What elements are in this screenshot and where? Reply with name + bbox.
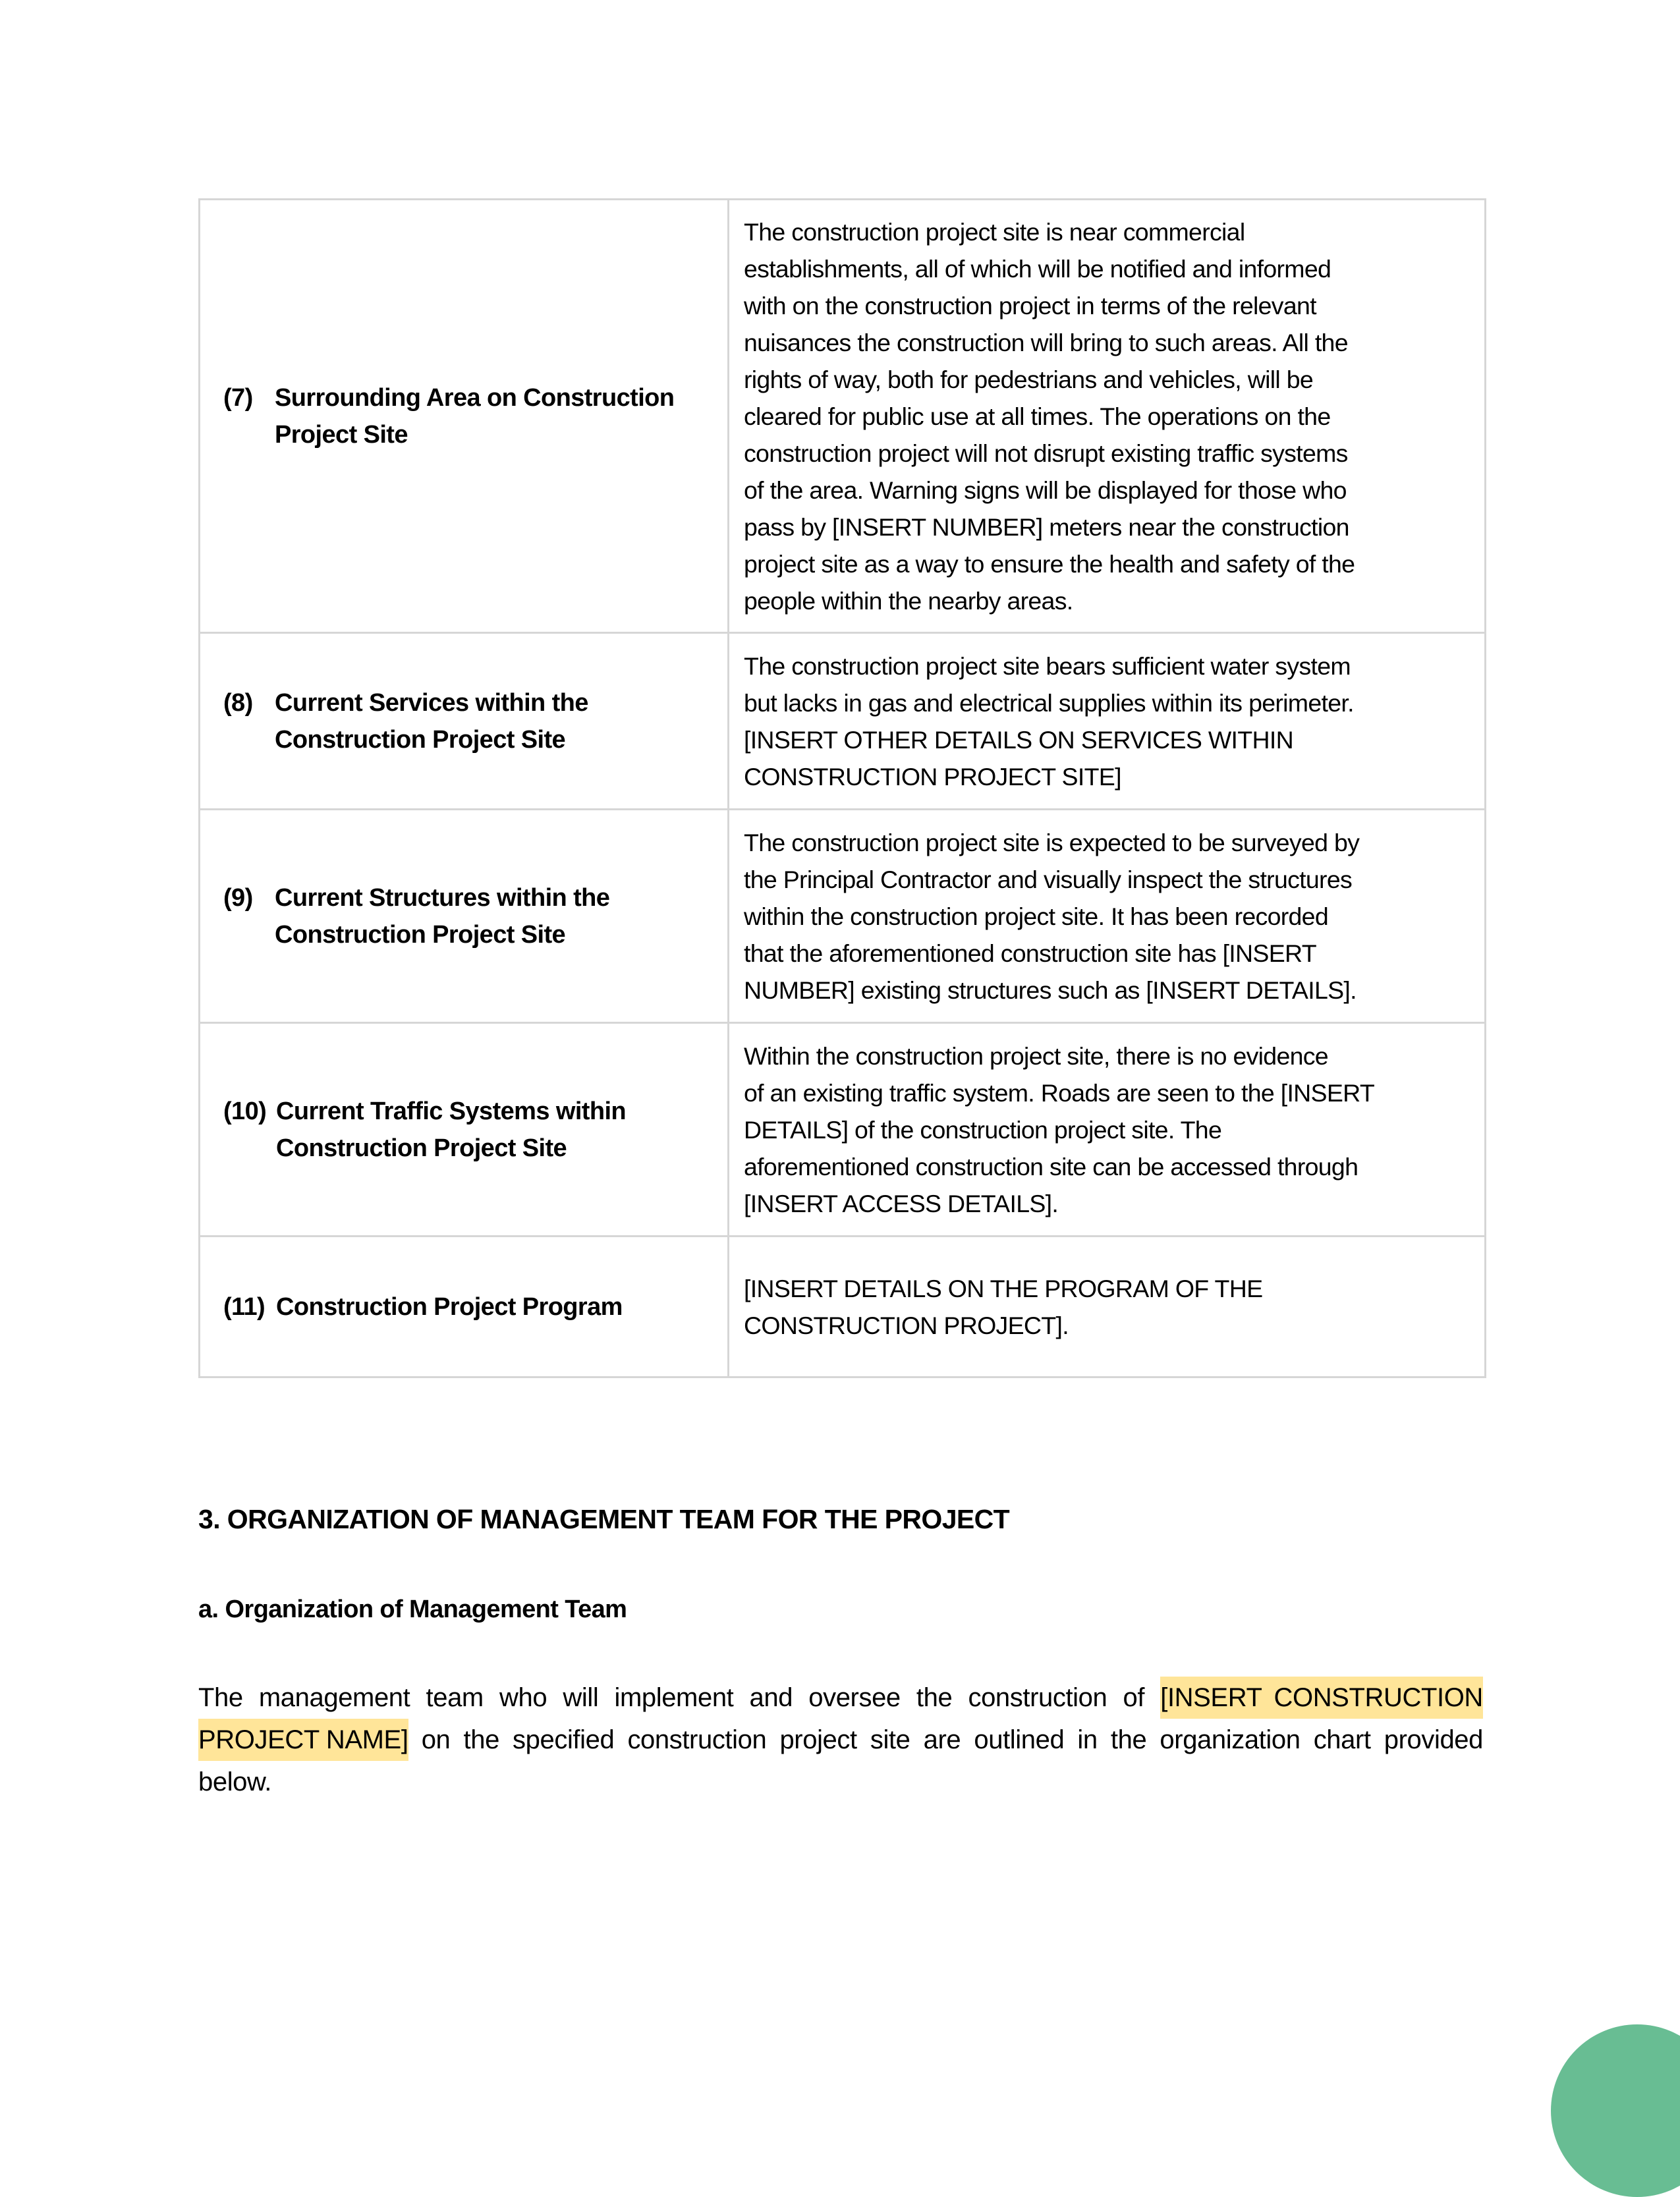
word: are xyxy=(923,1725,961,1754)
value-line: CONSTRUCTION PROJECT SITE] xyxy=(744,762,1121,791)
value-line: The construction project site bears sufficient water system xyxy=(744,652,1351,680)
subsection-heading: a. Organization of Management Team xyxy=(198,1596,627,1623)
value-line: with on the construction project in terms of the relevant xyxy=(744,291,1316,320)
word: project xyxy=(779,1725,857,1754)
value-line: [INSERT OTHER DETAILS ON SERVICES WITHIN xyxy=(744,725,1293,754)
value-line: The construction project site is near commercial xyxy=(744,217,1245,246)
word: oversee xyxy=(808,1683,901,1712)
row-value-cell xyxy=(729,1237,1486,1377)
word: outlined xyxy=(974,1725,1065,1754)
word: specified xyxy=(513,1725,615,1754)
word: on xyxy=(421,1725,451,1754)
row-value-cell xyxy=(729,810,1486,1023)
row-number: (10) xyxy=(223,1097,267,1125)
row-number: (11) xyxy=(223,1293,266,1321)
word: in xyxy=(1077,1725,1098,1754)
row-value xyxy=(729,1028,1484,1231)
value-line: Within the construction project site, there is no evidence xyxy=(744,1042,1328,1070)
section-heading: 3. ORGANIZATION OF MANAGEMENT TEAM FOR THE PROJECT xyxy=(198,1504,1010,1534)
value-line: of the area. Warning signs will be displayed for those who xyxy=(744,476,1347,504)
row-label-line: Construction Project Site xyxy=(275,725,566,754)
table-row xyxy=(200,810,1486,1023)
value-line: nuisances the construction will bring to such areas. All the xyxy=(744,328,1348,356)
value-line: construction project will not disrupt existing traffic systems xyxy=(744,439,1348,467)
paragraph-line xyxy=(198,1719,1483,1761)
value-line: DETAILS] of the construction project site. The xyxy=(744,1115,1222,1144)
paragraph-line: below. xyxy=(198,1767,272,1796)
row-label-cell xyxy=(200,1237,729,1377)
row-label-line: Current Services within the xyxy=(275,688,588,717)
word: the xyxy=(463,1725,499,1754)
row-label xyxy=(275,879,714,953)
row-value-cell xyxy=(729,1023,1486,1237)
word: chart xyxy=(1313,1725,1371,1754)
row-label-line: Project Site xyxy=(275,420,408,449)
value-line: project site as a way to ensure the health and safety of the xyxy=(744,549,1355,578)
row-label xyxy=(276,1093,714,1167)
word: who xyxy=(499,1683,547,1712)
decorative-green-circle xyxy=(1551,2024,1680,2197)
value-line: aforementioned construction site can be accessed through xyxy=(744,1152,1358,1181)
word: team xyxy=(426,1683,484,1712)
word: construction xyxy=(968,1683,1107,1712)
row-number: (7) xyxy=(223,383,253,412)
row-value xyxy=(729,638,1484,804)
value-line: of an existing traffic system. Roads are seen to the [INSERT xyxy=(744,1078,1375,1107)
value-line: The construction project site is expected to be surveyed by xyxy=(744,828,1360,856)
row-label-line: Surrounding Area on Construction xyxy=(275,383,675,412)
row-label-cell xyxy=(200,1023,729,1237)
word: and xyxy=(749,1683,793,1712)
value-line: [INSERT DETAILS ON THE PROGRAM OF THE xyxy=(744,1274,1263,1302)
value-line: pass by [INSERT NUMBER] meters near the construction xyxy=(744,513,1349,541)
row-value xyxy=(729,1261,1484,1353)
word: organization xyxy=(1160,1725,1301,1754)
site-info-table xyxy=(198,198,1486,1378)
word: site xyxy=(870,1725,910,1754)
row-label xyxy=(276,1289,714,1325)
placeholder-highlight: [INSERT CONSTRUCTION xyxy=(1160,1677,1483,1719)
row-number: (8) xyxy=(223,688,253,717)
row-value-cell xyxy=(729,633,1486,810)
word: of xyxy=(1123,1683,1145,1712)
value-line: within the construction project site. It has been recorded xyxy=(744,902,1328,930)
row-label xyxy=(275,379,714,453)
value-line: CONSTRUCTION PROJECT]. xyxy=(744,1311,1069,1339)
row-label xyxy=(275,684,714,758)
row-value xyxy=(729,204,1484,628)
value-line: NUMBER] existing structures such as [INSERT DETAILS]. xyxy=(744,976,1357,1004)
table-row xyxy=(200,1237,1486,1377)
value-line: cleared for public use at all times. The operations on the xyxy=(744,402,1331,430)
row-label-line: Current Traffic Systems within xyxy=(276,1097,627,1125)
body-paragraph xyxy=(198,1677,1483,1803)
word: will xyxy=(563,1683,599,1712)
row-label-cell xyxy=(200,810,729,1023)
word: provided xyxy=(1384,1725,1483,1754)
paragraph-line xyxy=(198,1677,1483,1719)
word: implement xyxy=(614,1683,734,1712)
row-label-cell xyxy=(200,200,729,633)
value-line: but lacks in gas and electrical supplies within its perimeter. xyxy=(744,688,1354,717)
row-label-line: Construction Project Program xyxy=(276,1293,623,1321)
table-row xyxy=(200,633,1486,810)
placeholder-highlight: PROJECT NAME] xyxy=(198,1719,408,1761)
row-label-line: Construction Project Site xyxy=(275,920,566,949)
row-label-cell xyxy=(200,633,729,810)
row-number: (9) xyxy=(223,883,253,912)
word: construction xyxy=(627,1725,767,1754)
word: The xyxy=(198,1683,243,1712)
row-label-line: Construction Project Site xyxy=(276,1134,567,1162)
word: management xyxy=(258,1683,410,1712)
value-line: rights of way, both for pedestrians and vehicles, will be xyxy=(744,365,1314,393)
row-label-line: Current Structures within the xyxy=(275,883,610,912)
value-line: that the aforementioned construction site has [INSERT xyxy=(744,939,1316,967)
table-row xyxy=(200,200,1486,633)
value-line: the Principal Contractor and visually inspect the structures xyxy=(744,865,1353,893)
table-row xyxy=(200,1023,1486,1237)
row-value-cell xyxy=(729,200,1486,633)
value-line: people within the nearby areas. xyxy=(744,586,1073,615)
word: the xyxy=(916,1683,953,1712)
value-line: establishments, all of which will be notified and informed xyxy=(744,254,1331,283)
row-value xyxy=(729,815,1484,1018)
word: the xyxy=(1110,1725,1147,1754)
value-line: [INSERT ACCESS DETAILS]. xyxy=(744,1189,1059,1217)
